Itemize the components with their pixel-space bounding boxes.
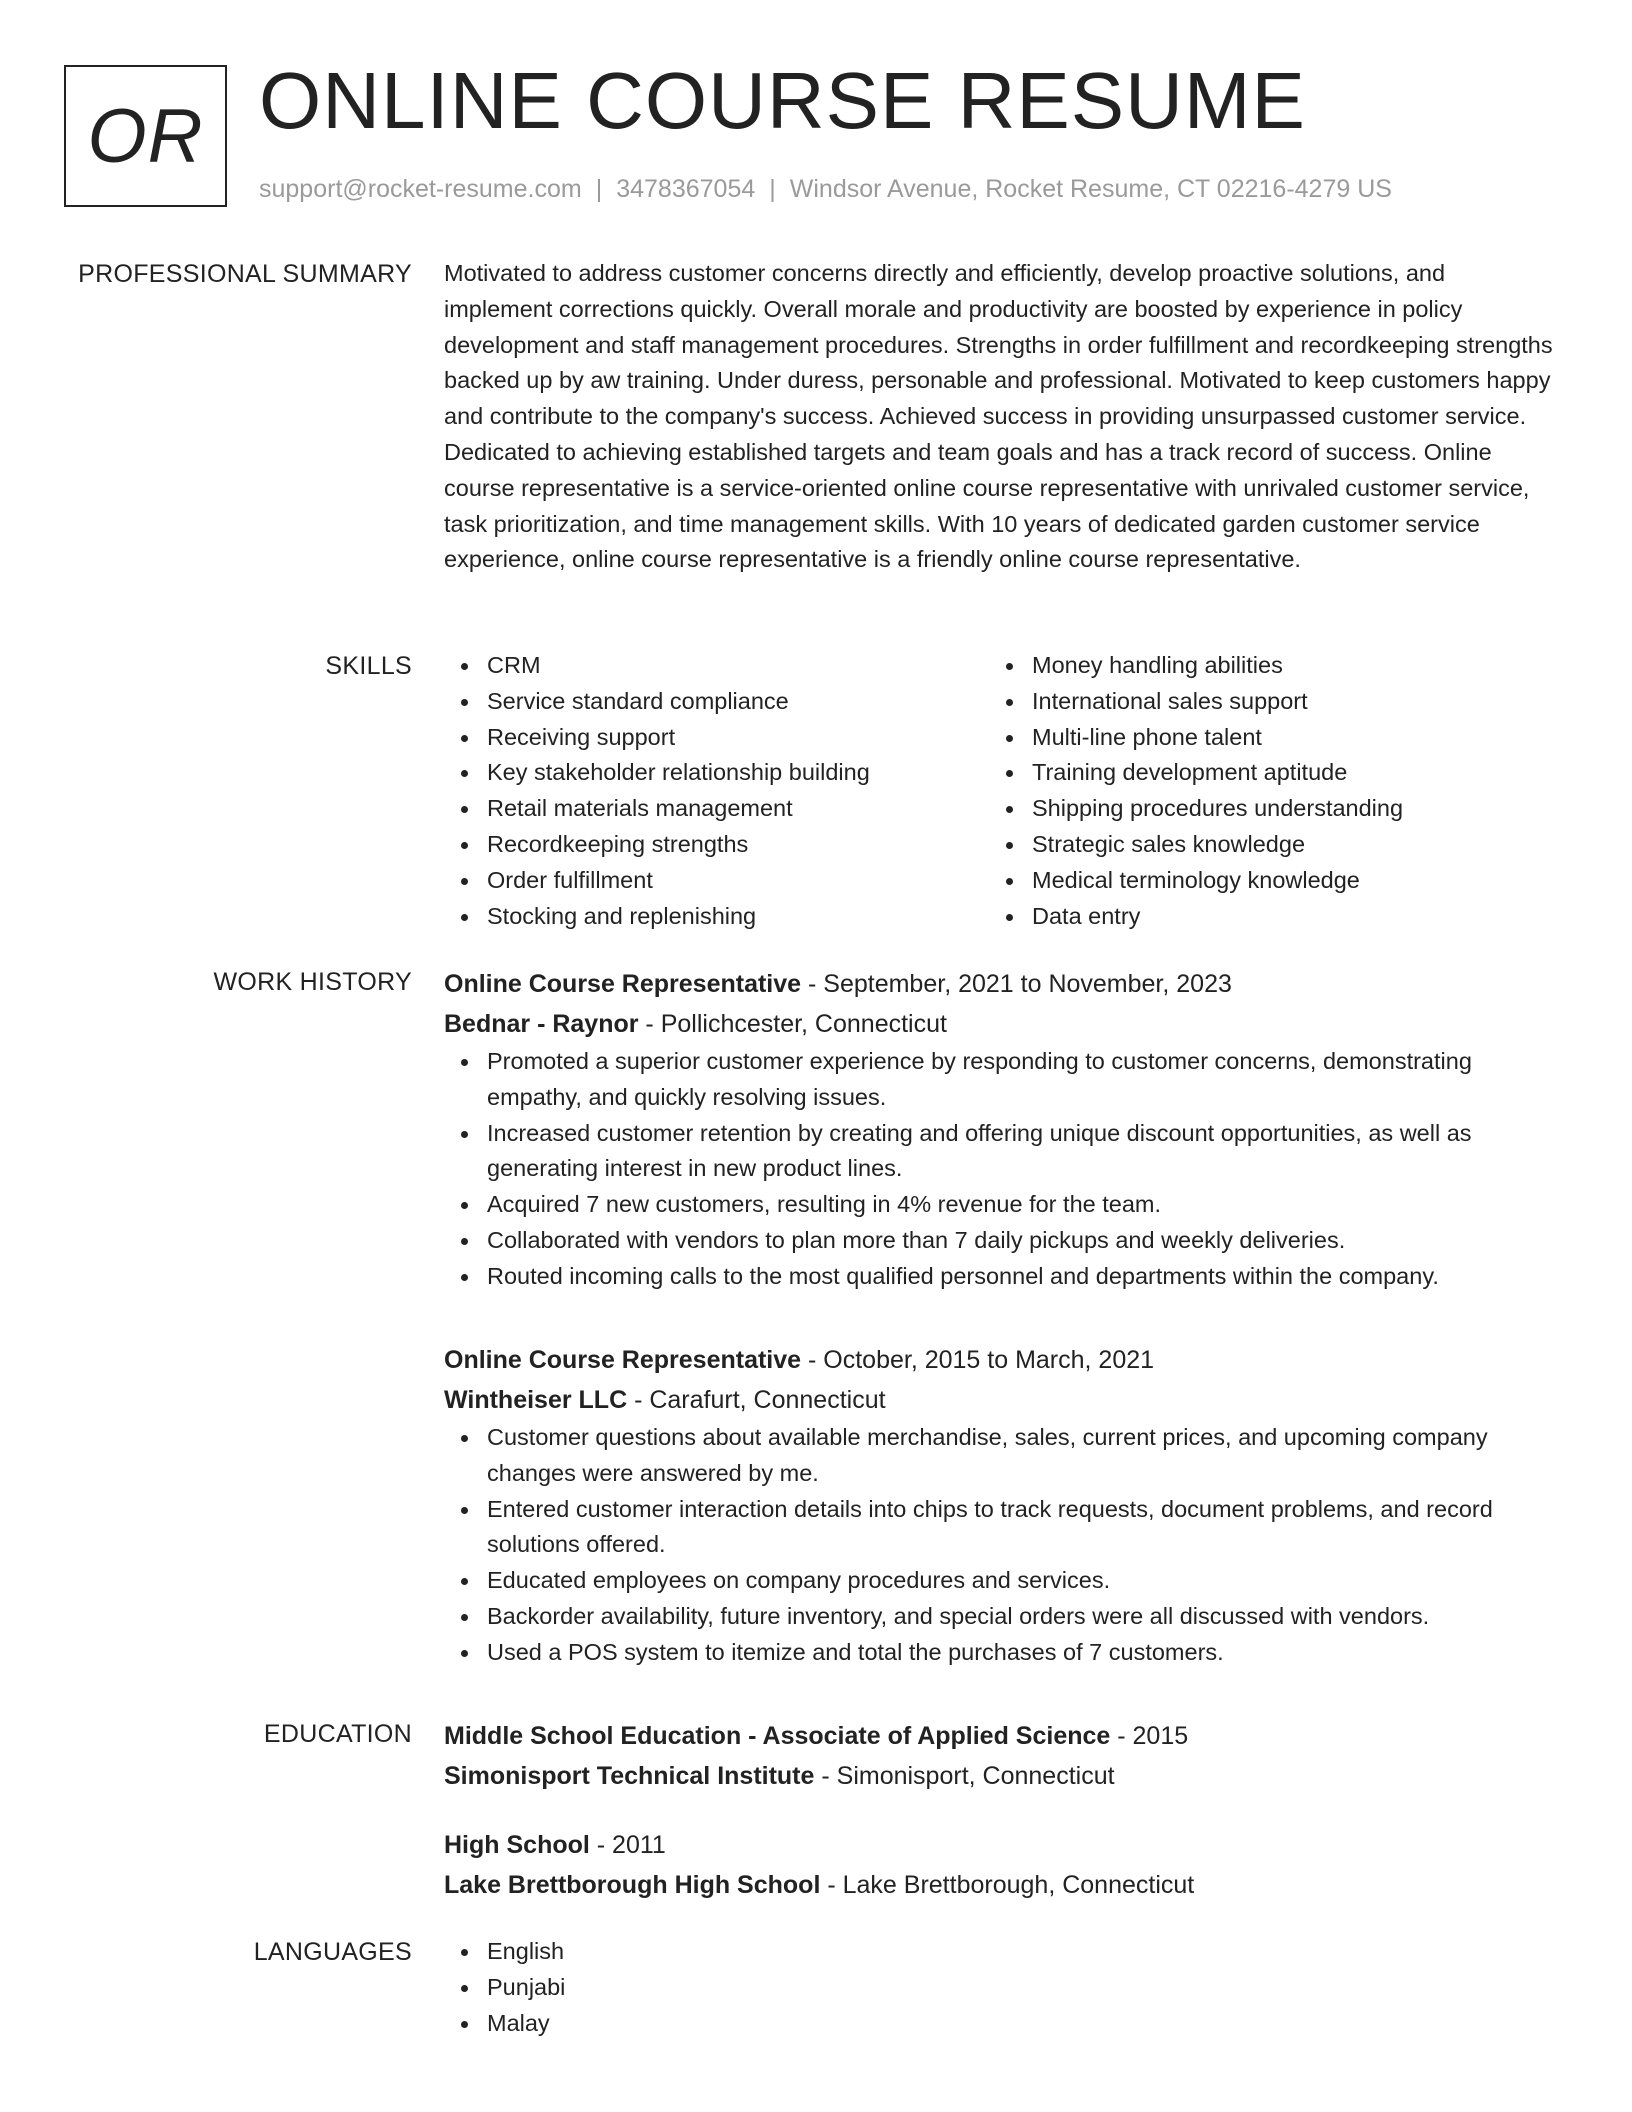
skill-item: Stocking and replenishing [444,899,989,935]
skills-list-left [444,648,989,934]
language-item: English [444,1934,1554,1970]
page-title: ONLINE COURSE RESUME [259,56,1306,145]
job-location: - Pollichcester, Connecticut [638,1010,947,1038]
job-title: Online Course Representative [444,1346,802,1374]
job-dates: - September, 2021 to November, 2023 [801,970,1232,998]
job-bullet: Customer questions about available merchandise, sales, current prices, and upcoming company changes were answered by me. [444,1420,1554,1492]
job-dates: - October, 2015 to March, 2021 [801,1346,1155,1374]
job-bullet: Backorder availability, future inventory, and special orders were all discussed with vendors. [444,1599,1554,1635]
skill-item: Order fulfillment [444,863,989,899]
skill-item: Retail materials management [444,791,989,827]
work-label: WORK HISTORY [213,968,412,996]
skills-content [444,648,1554,934]
summary-label: PROFESSIONAL SUMMARY [78,260,412,288]
skill-item: Key stakeholder relationship building [444,755,989,791]
education-school-line [444,1756,1554,1796]
education-year: - 2015 [1110,1722,1189,1750]
job-bullets [444,1044,1554,1295]
contact-line [259,174,1392,204]
skills-list-right [989,648,1534,934]
education-school: Lake Brettborough High School [444,1871,821,1899]
job-company: Bednar - Raynor [444,1010,639,1038]
skills-label: SKILLS [325,652,412,680]
skill-item: Recordkeeping strengths [444,827,989,863]
job-entry [444,964,1554,1295]
language-item: Malay [444,2006,1554,2042]
education-location: - Simonisport, Connecticut [814,1762,1115,1790]
education-degree-line [444,1716,1554,1756]
education-degree: Middle School Education - Associate of Applied Science [444,1722,1111,1750]
job-company-line [444,1380,1554,1420]
education-degree: High School [444,1831,590,1859]
skill-item: Receiving support [444,720,989,756]
job-bullet: Entered customer interaction details into chips to track requests, document problems, and record solutions offered. [444,1492,1554,1564]
job-bullet: Used a POS system to itemize and total the purchases of 7 customers. [444,1635,1554,1671]
job-bullet: Increased customer retention by creating and offering unique discount opportunities, as well as generating interest in new product lines. [444,1116,1554,1188]
skill-item: CRM [444,648,989,684]
education-degree-line [444,1825,1554,1865]
skill-item: International sales support [989,684,1534,720]
skill-item: Training development aptitude [989,755,1534,791]
education-school: Simonisport Technical Institute [444,1762,815,1790]
summary-content [444,256,1554,578]
languages-list [444,1934,1554,2041]
skill-item: Multi-line phone talent [989,720,1534,756]
languages-content [444,1934,1554,2041]
job-title: Online Course Representative [444,970,802,998]
job-company: Wintheiser LLC [444,1386,628,1414]
job-bullet: Educated employees on company procedures and services. [444,1563,1554,1599]
education-school-line [444,1865,1554,1905]
job-location: - Carafurt, Connecticut [627,1386,886,1414]
job-bullet: Acquired 7 new customers, resulting in 4% revenue for the team. [444,1187,1554,1223]
skill-item: Strategic sales knowledge [989,827,1534,863]
job-entry [444,1340,1554,1671]
languages-label: LANGUAGES [253,1938,412,1966]
skill-item: Shipping procedures understanding [989,791,1534,827]
education-entry [444,1716,1554,1796]
education-year: - 2011 [589,1831,666,1859]
education-entry [444,1825,1554,1905]
contact-phone: 3478367054 [616,175,756,203]
job-bullet: Routed incoming calls to the most qualified personnel and departments within the company. [444,1259,1554,1295]
job-title-line [444,1340,1554,1380]
contact-address: Windsor Avenue, Rocket Resume, CT 02216-4279 US [789,175,1392,203]
skill-item: Data entry [989,899,1534,935]
job-bullet: Promoted a superior customer experience by responding to customer concerns, demonstrating empathy, and quickly resolving issues. [444,1044,1554,1116]
job-title-line [444,964,1554,1004]
monogram: OR [64,65,227,207]
education-location: - Lake Brettborough, Connecticut [820,1871,1195,1899]
education-label: EDUCATION [263,1720,412,1748]
summary-text: Motivated to address customer concerns directly and efficiently, develop proactive solutions, and implement corrections quickly. Overall morale and productivity are boosted by experience in policy development and staff management procedures. Strengths in order fulfillment and recordkeeping strengths backed up by aw training. Under duress, personable and professional. Motivated to keep customers happy and contribute to the company's success. Achieved success in providing unsurpassed customer service. Dedicated to achieving established targets and team goals and has a track record of success. Online course representative is a service-oriented online course representative with unrivaled customer service, task prioritization, and time management skills. With 10 years of dedicated garden customer service experience, online course representative is a friendly online course representative. [444,260,1553,573]
language-item: Punjabi [444,1970,1554,2006]
job-company-line [444,1004,1554,1044]
skill-item: Service standard compliance [444,684,989,720]
contact-email: support@rocket-resume.com [259,175,582,203]
job-bullets [444,1420,1554,1671]
contact-separator: | [595,175,603,203]
job-bullet: Collaborated with vendors to plan more than 7 daily pickups and weekly deliveries. [444,1223,1554,1259]
skill-item: Money handling abilities [989,648,1534,684]
skills-grid [444,648,1554,934]
skill-item: Medical terminology knowledge [989,863,1534,899]
contact-separator: | [769,175,776,203]
